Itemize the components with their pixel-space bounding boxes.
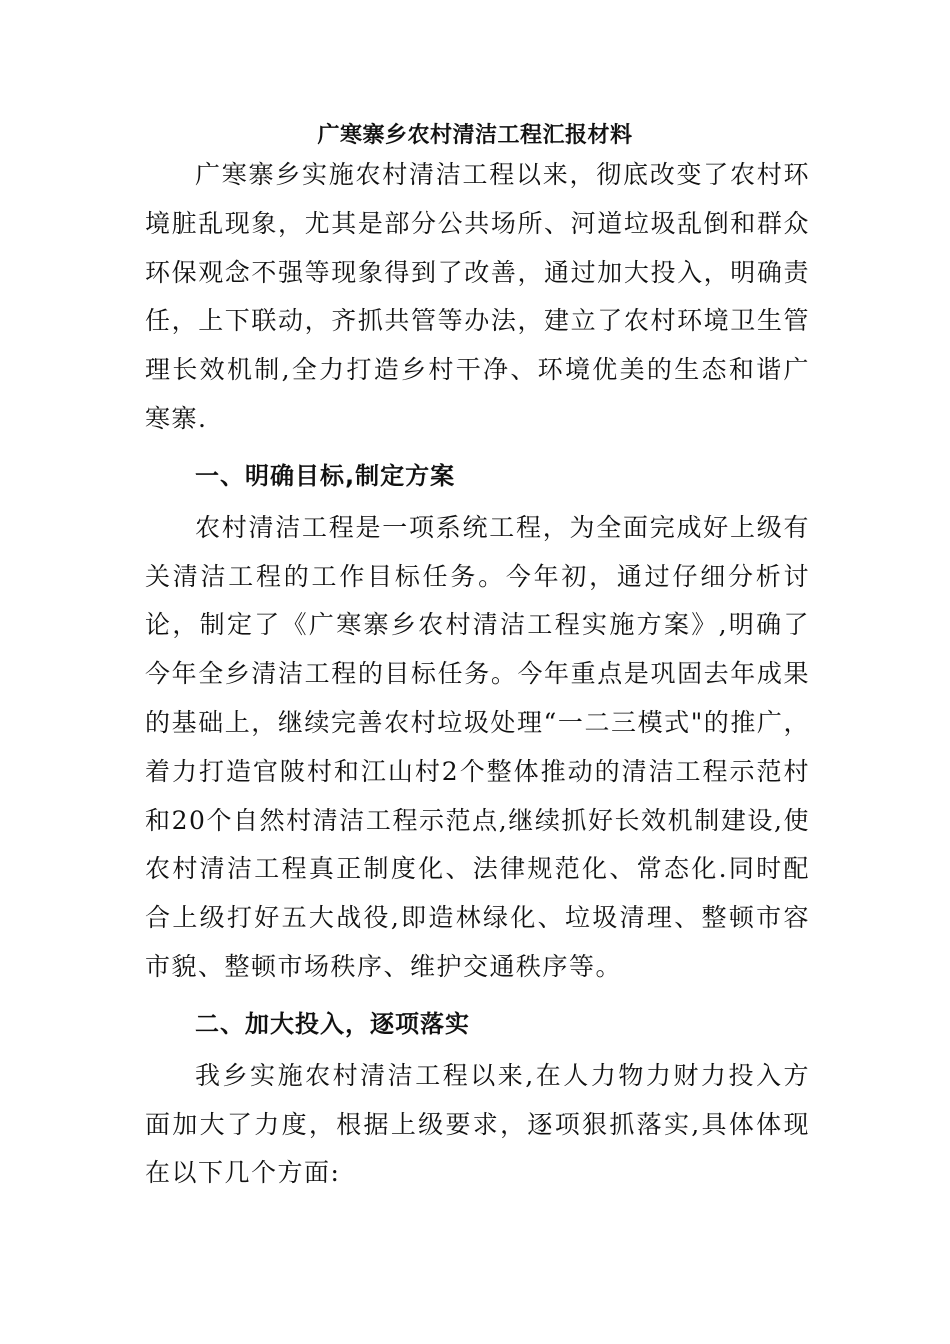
document-body [145,151,810,1198]
intro-paragraph: 广寒寨乡实施农村清洁工程以来，彻底改变了农村环境脏乱现象，尤其是部分公共场所、河道垃圾乱倒和群众环保观念不强等现象得到了改善，通过加大投入，明确责任，上下联动，齐抓共管等办法，建立了农村环境卫生管理长效机制,全力打造乡村干净、环境优美的生态和谐广寒寨. [145,160,810,433]
section-1-heading: 一、明确目标,制定方案 [195,461,456,490]
document-title: 广寒寨乡农村清洁工程汇报材料 [317,123,633,148]
section-2-paragraph: 我乡实施农村清洁工程以来,在人力物力财力投入方面加大了力度，根据上级要求，逐项狠抓落实,具体体现在以下几个方面: [145,1060,810,1188]
section-2-heading: 二、加大投入，逐项落实 [195,1009,470,1038]
section-1-paragraph: 农村清洁工程是一项系统工程，为全面完成好上级有关清洁工程的工作目标任务。今年初，通过仔细分析讨论，制定了《广寒寨乡农村清洁工程实施方案》,明确了今年全乡清洁工程的目标任务。今年重点是巩固去年成果的基础上，继续完善农村垃圾处理“一二三模式"的推广，着力打造官陂村和江山村2个整体推动的清洁工程示范村和20个自然村清洁工程示范点,继续抓好长效机制建设,使农村清洁工程真正制度化、法律规范化、常态化.同时配合上级打好五大战役,即造林绿化、垃圾清理、整顿市容市貌、整顿市场秩序、维护交通秩序等。 [145,512,810,981]
